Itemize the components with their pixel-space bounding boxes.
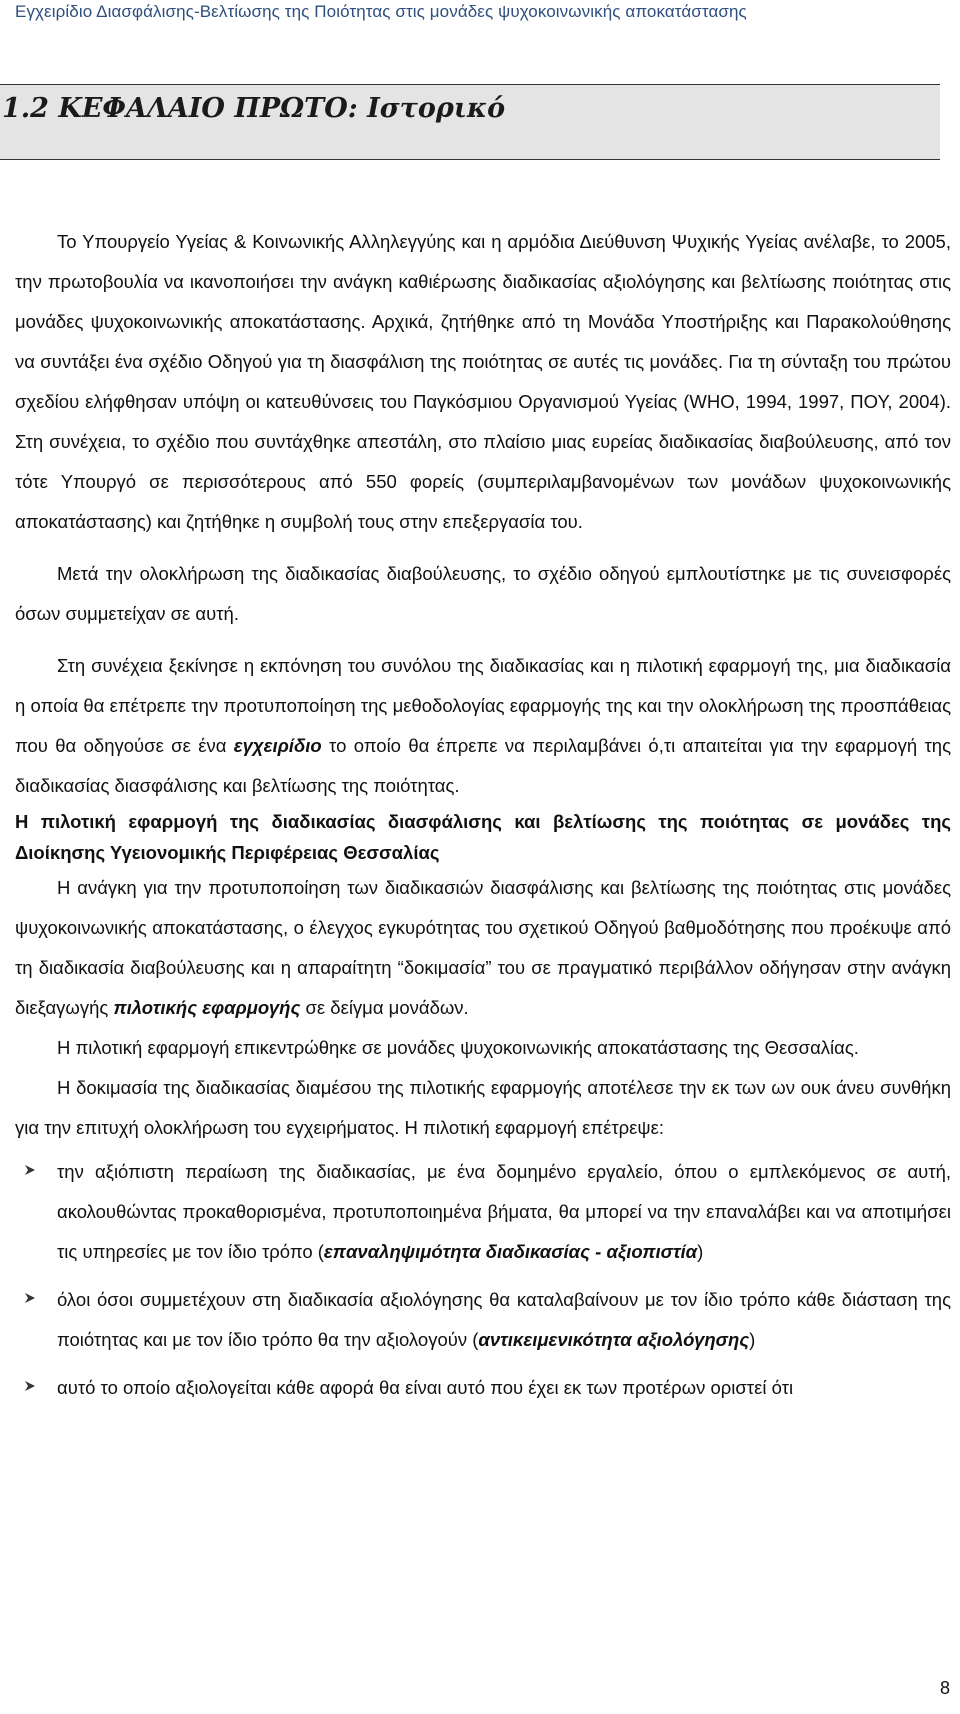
bullet-arrow-icon — [23, 1163, 37, 1177]
list-item — [15, 1368, 951, 1408]
intro-paragraph-3 — [15, 646, 951, 806]
running-header: Εγχειρίδιο Διασφάλισης-Βελτίωσης της Ποιότητας στις μονάδες ψυχοκοινωνικής αποκατάστασης — [15, 2, 747, 21]
list-item — [15, 1152, 951, 1272]
intro-paragraph-3-text-a: Στη συνέχεια ξεκίνησε η εκπόνηση του συνόλου της διαδικασίας και η πιλοτική εφαρμογή της, μια διαδικασία η οποία θα επέτρεπε την προτυποποίηση της μεθοδολογίας εφαρμογής της και την ολοκλήρωση της προσπάθειας που θα οδηγούσε σε ένα — [15, 655, 951, 756]
intro-paragraph-3-text-b: το οποίο θα έπρεπε να περιλαμβάνει ό,τι απαιτείται για την εφαρμογή της διαδικασίας διασφάλισης και βελτίωσης της ποιότητας. — [15, 735, 951, 796]
page-number: 8 — [940, 1678, 951, 1698]
bullet-arrow-icon — [23, 1379, 37, 1393]
section-paragraph-1 — [15, 868, 951, 1028]
emphasis-pilot-application: πιλοτικής εφαρμογής — [113, 997, 301, 1018]
emphasis-handbook: εγχειρίδιο — [233, 735, 322, 756]
section-paragraph-2: Η πιλοτική εφαρμογή επικεντρώθηκε σε μονάδες ψυχοκοινωνικής αποκατάστασης της Θεσσαλίας. — [57, 1037, 859, 1058]
bullet-arrow-icon — [23, 1291, 37, 1305]
section-paragraph-3: Η δοκιμασία της διαδικασίας διαμέσου της πιλοτικής εφαρμογής αποτέλεσε την εκ των ων ουκ άνευ συνθήκη για την επιτυχή ολοκλήρωση του εγχειρήματος. Η πιλοτική εφαρμογή επέτρεψε: — [15, 1077, 951, 1138]
document-body — [15, 222, 951, 1416]
section-paragraph-1-text-b: σε δείγμα μονάδων. — [300, 997, 469, 1018]
bullet-text-a: αυτό το οποίο αξιολογείται κάθε αφορά θα είναι αυτό που έχει εκ των προτέρων οριστεί ότι — [57, 1377, 794, 1398]
section-heading: Η πιλοτική εφαρμογή της διαδικασίας διασφάλισης και βελτίωσης της ποιότητας σε μονάδες της Διοίκησης Υγειονομικής Περιφέρειας Θεσσαλίας — [15, 811, 951, 863]
intro-paragraph-2: Μετά την ολοκλήρωση της διαδικασίας διαβούλευσης, το σχέδιο οδηγού εμπλουτίστηκε με τις συνεισφορές όσων συμμετείχαν σε αυτή. — [15, 563, 951, 624]
bullet-text-a: την αξιόπιστη περαίωση της διαδικασίας, με ένα δομημένο εργαλείο, όπου ο εμπλεκόμενος σε αυτή, ακολουθώντας προκαθορισμένα, προτυποποιημένα βήματα, θα μπορεί να την επαναλάβει και να αποτιμήσει τις υπηρεσίες με τον ίδιο τρόπο ( — [57, 1161, 951, 1262]
bullet-text-b: ) — [749, 1329, 756, 1350]
bullet-text-b: ) — [697, 1241, 704, 1262]
emphasis-repeatability: επαναληψιμότητα διαδικασίας - αξιοπιστία — [323, 1241, 698, 1262]
chapter-title: 1.2 ΚΕΦΑΛΑΙΟ ΠΡΩΤΟ: Ιστορικό — [2, 93, 506, 124]
section-paragraph-1-text-a: Η ανάγκη για την προτυποποίηση των διαδικασιών διασφάλισης και βελτίωσης της ποιότητας στις μονάδες ψυχοκοινωνικής αποκατάστασης, ο έλεγχος εγκυρότητας του σχετικού Οδηγού βαθμοδότησης που προέκυψε από τη διαδικασία διαβούλευσης και η απαραίτητη “δοκιμασία” του σε πραγματικό περιβάλλον οδήγησαν στην ανάγκη διεξαγωγής — [15, 877, 951, 1018]
bullet-list — [15, 1152, 951, 1408]
emphasis-objectivity: αντικειμενικότητα αξιολόγησης — [478, 1329, 750, 1350]
intro-paragraph-1: Το Υπουργείο Υγείας & Κοινωνικής Αλληλεγγύης και η αρμόδια Διεύθυνση Ψυχικής Υγείας ανέλαβε, το 2005, την πρωτοβουλία να ικανοποιήσει την ανάγκη καθιέρωσης διαδικασίας αξιολόγησης και βελτίωσης ποιότητας στις μονάδες ψυχοκοινωνικής αποκατάστασης. Αρχικά, ζητήθηκε από τη Μονάδα Υποστήριξης και Παρακολούθησης να συντάξει ένα σχέδιο Οδηγού για τη διασφάλιση της ποιότητας σε αυτές τις μονάδες. Για τη σύνταξη του πρώτου σχεδίου ελήφθησαν υπόψη οι κατευθύνσεις του Παγκόσμιου Οργανισμού Υγείας (WHO, 1994, 1997, ΠΟΥ, 2004). Στη συνέχεια, το σχέδιο που συντάχθηκε απεστάλη, στο πλαίσιο μιας ευρείας διαδικασίας διαβούλευσης, από τον τότε Υπουργό σε περισσότερους από 550 φορείς (συμπεριλαμβανομένων των μονάδων ψυχοκοινωνικής αποκατάστασης) και ζητήθηκε η συμβολή τους στην επεξεργασία του. — [15, 231, 951, 532]
list-item — [15, 1280, 951, 1360]
bullet-text-a: όλοι όσοι συμμετέχουν στη διαδικασία αξιολόγησης θα καταλαβαίνουν με τον ίδιο τρόπο κάθε διάσταση της ποιότητας και με τον ίδιο τρόπο θα την αξιολογούν ( — [57, 1289, 951, 1350]
